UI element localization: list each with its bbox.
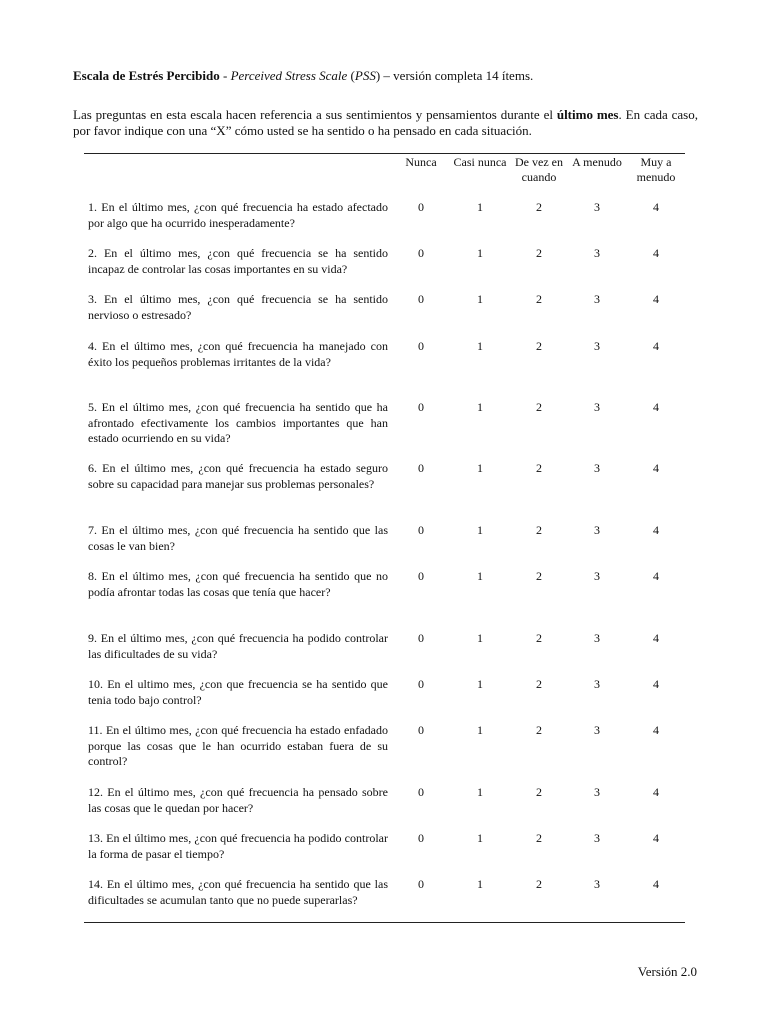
item-1-option-0[interactable]: 0 <box>418 200 424 214</box>
column-header-casi-nunca: Casi nunca <box>453 155 507 169</box>
table-top-rule <box>84 153 685 154</box>
column-header-nunca: Nunca <box>405 155 437 169</box>
item-3-option-2[interactable]: 2 <box>536 292 542 306</box>
item-5-option-1[interactable]: 1 <box>477 400 483 414</box>
item-10-option-1[interactable]: 1 <box>477 677 483 691</box>
column-header-muy-a-menudo: Muy a menudo <box>636 155 676 184</box>
item-11-option-4[interactable]: 4 <box>653 723 659 737</box>
item-10-option-0[interactable]: 0 <box>418 677 424 691</box>
item-9-option-0[interactable]: 0 <box>418 631 424 645</box>
item-9-option-4[interactable]: 4 <box>653 631 659 645</box>
instructions-part2: . En cada caso, por favor indique con una “X” cómo usted se ha sentido o ha pensado en cada situación. <box>73 107 698 138</box>
item-13-option-0[interactable]: 0 <box>418 831 424 845</box>
title-separator: - <box>219 68 231 83</box>
item-4-option-2[interactable]: 2 <box>536 339 542 353</box>
instructions-part1: Las preguntas en esta escala hacen referencia a sus sentimientos y pensamientos durante el <box>73 107 557 122</box>
item-12-text: 12. En el último mes, ¿con qué frecuencia ha pensado sobre las cosas que le quedan por hacer? <box>88 785 388 815</box>
item-5-option-4[interactable]: 4 <box>653 400 659 414</box>
instructions <box>73 107 698 139</box>
item-4-option-3[interactable]: 3 <box>594 339 600 353</box>
item-11-text: 11. En el último mes, ¿con qué frecuencia ha estado enfadado porque las cosas que le han ocurrido estaban fuera de su control? <box>88 723 388 768</box>
item-6-option-2[interactable]: 2 <box>536 461 542 475</box>
item-8-option-1[interactable]: 1 <box>477 569 483 583</box>
item-12-option-2[interactable]: 2 <box>536 785 542 799</box>
item-12-option-0[interactable]: 0 <box>418 785 424 799</box>
item-13-option-3[interactable]: 3 <box>594 831 600 845</box>
item-14-text: 14. En el último mes, ¿con qué frecuencia ha sentido que las dificultades se acumulan tanto que no puede superarlas? <box>88 877 388 907</box>
item-7-option-2[interactable]: 2 <box>536 523 542 537</box>
item-12-option-3[interactable]: 3 <box>594 785 600 799</box>
item-3-option-1[interactable]: 1 <box>477 292 483 306</box>
item-8-option-3[interactable]: 3 <box>594 569 600 583</box>
title-paren: ( <box>347 68 355 83</box>
item-10-option-4[interactable]: 4 <box>653 677 659 691</box>
item-3-option-0[interactable]: 0 <box>418 292 424 306</box>
item-7-option-1[interactable]: 1 <box>477 523 483 537</box>
item-1-option-1[interactable]: 1 <box>477 200 483 214</box>
item-4-option-1[interactable]: 1 <box>477 339 483 353</box>
column-header-a-menudo: A menudo <box>572 155 622 169</box>
item-4-option-4[interactable]: 4 <box>653 339 659 353</box>
item-13-text: 13. En el último mes, ¿con qué frecuencia ha podido controlar la forma de pasar el tiempo? <box>88 831 388 861</box>
document-title <box>73 68 703 84</box>
title-abbrev: PSS <box>354 68 376 83</box>
item-1-option-2[interactable]: 2 <box>536 200 542 214</box>
item-7-option-0[interactable]: 0 <box>418 523 424 537</box>
item-10-option-3[interactable]: 3 <box>594 677 600 691</box>
item-6-option-3[interactable]: 3 <box>594 461 600 475</box>
item-13-option-1[interactable]: 1 <box>477 831 483 845</box>
title-rest: ) – versión completa 14 ítems. <box>375 68 534 83</box>
item-12-option-1[interactable]: 1 <box>477 785 483 799</box>
item-9-option-3[interactable]: 3 <box>594 631 600 645</box>
item-9-text: 9. En el último mes, ¿con qué frecuencia ha podido controlar las dificultades de su vida? <box>88 631 388 661</box>
item-6-text: 6. En el último mes, ¿con qué frecuencia ha estado seguro sobre su capacidad para manejar sus problemas personales? <box>88 461 388 491</box>
item-3-option-4[interactable]: 4 <box>653 292 659 306</box>
item-8-text: 8. En el último mes, ¿con qué frecuencia ha sentido que no podía afrontar todas las cosas que tenía que hacer? <box>88 569 388 599</box>
item-2-text: 2. En el último mes, ¿con qué frecuencia se ha sentido incapaz de controlar las cosas importantes en su vida? <box>88 246 388 276</box>
item-11-option-0[interactable]: 0 <box>418 723 424 737</box>
item-2-option-1[interactable]: 1 <box>477 246 483 260</box>
item-6-option-4[interactable]: 4 <box>653 461 659 475</box>
table-bottom-rule <box>84 922 685 923</box>
item-4-option-0[interactable]: 0 <box>418 339 424 353</box>
instructions-bold: último mes <box>556 107 619 122</box>
item-14-option-3[interactable]: 3 <box>594 877 600 891</box>
item-5-text: 5. En el último mes, ¿con qué frecuencia ha sentido que ha afrontado efectivamente los cambios importantes que han estado ocurriendo en su vida? <box>88 400 388 445</box>
item-8-option-4[interactable]: 4 <box>653 569 659 583</box>
item-2-option-4[interactable]: 4 <box>653 246 659 260</box>
item-4-text: 4. En el último mes, ¿con qué frecuencia ha manejado con éxito los pequeños problemas irritantes de la vida? <box>88 339 388 369</box>
item-7-option-3[interactable]: 3 <box>594 523 600 537</box>
item-9-option-2[interactable]: 2 <box>536 631 542 645</box>
item-7-text: 7. En el último mes, ¿con qué frecuencia ha sentido que las cosas le van bien? <box>88 523 388 553</box>
column-header-de-vez-en-cuando: De vez en cuando <box>515 155 563 184</box>
item-8-option-2[interactable]: 2 <box>536 569 542 583</box>
item-13-option-4[interactable]: 4 <box>653 831 659 845</box>
item-9-option-1[interactable]: 1 <box>477 631 483 645</box>
item-5-option-0[interactable]: 0 <box>418 400 424 414</box>
item-14-option-2[interactable]: 2 <box>536 877 542 891</box>
title-english: Perceived Stress Scale <box>230 68 348 83</box>
item-14-option-4[interactable]: 4 <box>653 877 659 891</box>
item-8-option-0[interactable]: 0 <box>418 569 424 583</box>
item-1-option-3[interactable]: 3 <box>594 200 600 214</box>
item-11-option-3[interactable]: 3 <box>594 723 600 737</box>
item-2-option-3[interactable]: 3 <box>594 246 600 260</box>
item-10-text: 10. En el ultimo mes, ¿con que frecuencia se ha sentido que tenia todo bajo control? <box>88 677 388 707</box>
item-5-option-3[interactable]: 3 <box>594 400 600 414</box>
item-1-option-4[interactable]: 4 <box>653 200 659 214</box>
item-3-text: 3. En el último mes, ¿con qué frecuencia se ha sentido nervioso o estresado? <box>88 292 388 322</box>
item-7-option-4[interactable]: 4 <box>653 523 659 537</box>
item-10-option-2[interactable]: 2 <box>536 677 542 691</box>
item-3-option-3[interactable]: 3 <box>594 292 600 306</box>
title-bold: Escala de Estrés Percibido <box>73 68 220 83</box>
version-label: Versión 2.0 <box>637 964 697 979</box>
item-11-option-1[interactable]: 1 <box>477 723 483 737</box>
item-1-text: 1. En el último mes, ¿con qué frecuencia ha estado afectado por algo que ha ocurrido inesperadamente? <box>88 200 388 230</box>
item-2-option-2[interactable]: 2 <box>536 246 542 260</box>
item-13-option-2[interactable]: 2 <box>536 831 542 845</box>
item-6-option-1[interactable]: 1 <box>477 461 483 475</box>
item-5-option-2[interactable]: 2 <box>536 400 542 414</box>
item-11-option-2[interactable]: 2 <box>536 723 542 737</box>
item-12-option-4[interactable]: 4 <box>653 785 659 799</box>
item-6-option-0[interactable]: 0 <box>418 461 424 475</box>
item-2-option-0[interactable]: 0 <box>418 246 424 260</box>
item-14-option-0[interactable]: 0 <box>418 877 424 891</box>
item-14-option-1[interactable]: 1 <box>477 877 483 891</box>
